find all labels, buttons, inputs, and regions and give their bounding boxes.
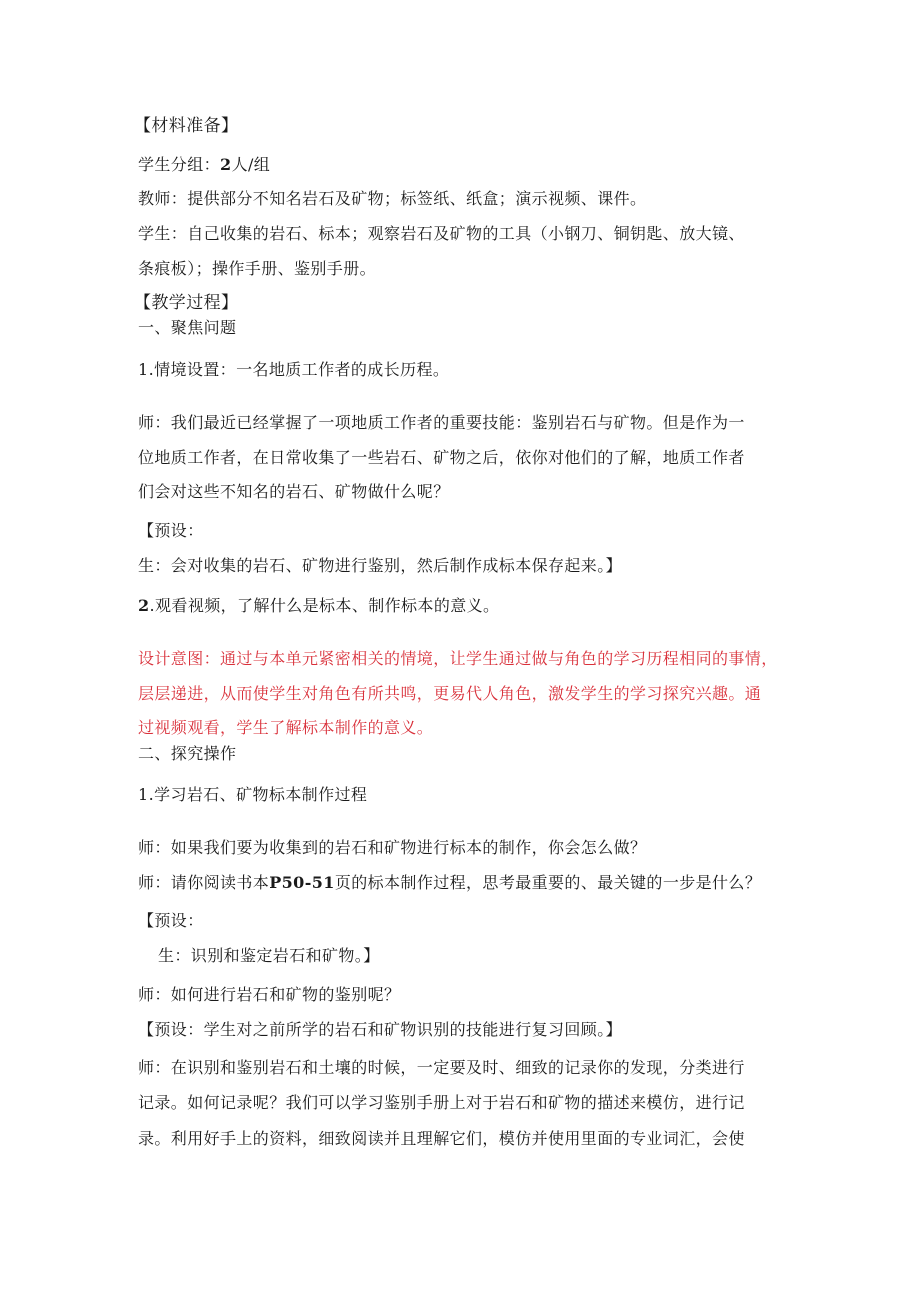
part2-title: 二、探究操作: [138, 744, 237, 763]
teacher-question-4: 师：如何进行岩石和矿物的鉴别呢？: [138, 985, 401, 1004]
design-intent-line-2: 层层递进，从而使学生对角色有所共鸣，更易代人角色，激发学生的学习探究兴趣。通: [138, 684, 762, 703]
item3-process: 1.学习岩石、矿物标本制作过程: [138, 785, 368, 804]
item2-number: 2: [138, 596, 150, 615]
item2-video: [138, 596, 499, 616]
textbook-pages: P50-51: [269, 873, 335, 892]
item1-situation: 1.情境设置：一名地质工作者的成长历程。: [138, 360, 450, 379]
design-intent-line-1: 设计意图：通过与本单元紧密相关的情境，让学生通过做与角色的学习历程相同的事情，: [138, 649, 778, 668]
grouping-label: 学生分组：: [138, 155, 221, 174]
teacher-question-5-line-2: 记录。如何记录呢？我们可以学习鉴别手册上对于岩石和矿物的描述来模仿，进行记: [138, 1093, 745, 1112]
teacher-question-1-line-3: 们会对这些不知名的岩石、矿物做什么呢？: [138, 482, 450, 501]
student-answer-2: 生：识别和鉴定岩石和矿物。】: [158, 946, 380, 965]
teacher-question-3-pre: 师：请你阅读书本: [138, 873, 270, 892]
section-materials-heading: 【材料准备】: [134, 116, 239, 136]
teacher-question-2: 师：如果我们要为收集到的岩石和矿物进行标本的制作，你会怎么做？: [138, 838, 647, 857]
teacher-question-5-line-1: 师：在识别和鉴别岩石和土壤的时候，一定要及时、细致的记录你的发现，分类进行: [138, 1058, 745, 1077]
preset-open-1: 【预设：: [138, 521, 204, 540]
teacher-materials: 教师：提供部分不知名岩石及矿物；标签纸、纸盒；演示视频、课件。: [138, 189, 647, 208]
student-materials-line-1: 学生：自己收集的岩石、标本；观察岩石及矿物的工具（小钢刀、铜钥匙、放大镜、: [138, 224, 745, 243]
student-answer-1: 生：会对收集的岩石、矿物进行鉴别，然后制作成标本保存起来。】: [138, 556, 623, 575]
part1-title: 一、聚焦问题: [138, 318, 237, 337]
grouping-count: 2: [220, 155, 232, 174]
teacher-question-1-line-2: 位地质工作者，在日常收集了一些岩石、矿物之后，依你对他们的了解，地质工作者: [138, 448, 745, 467]
teacher-question-5-line-3: 录。利用好手上的资料，细致阅读并且理解它们，模仿并使用里面的专业词汇，会使: [138, 1129, 745, 1148]
preset-3: 【预设：学生对之前所学的岩石和矿物识别的技能进行复习回顾。】: [138, 1020, 623, 1039]
teacher-question-1-line-1: 师：我们最近已经掌握了一项地质工作者的重要技能：鉴别岩石与矿物。但是作为一: [138, 413, 745, 432]
design-intent-line-3: 过视频观看，学生了解标本制作的意义。: [138, 718, 434, 737]
section-process-heading: 【教学过程】: [134, 293, 239, 313]
student-materials-line-2: 条痕板）；操作手册、鉴别手册。: [138, 259, 377, 278]
student-grouping: [138, 155, 270, 175]
teacher-question-3: [138, 873, 761, 893]
item2-text: .观看视频，了解什么是标本、制作标本的意义。: [149, 596, 500, 615]
teacher-question-3-post: 页的标本制作过程，思考最重要的、最关键的一步是什么？: [334, 873, 762, 892]
grouping-unit: 人/组: [231, 155, 271, 174]
preset-open-2: 【预设：: [138, 911, 204, 930]
